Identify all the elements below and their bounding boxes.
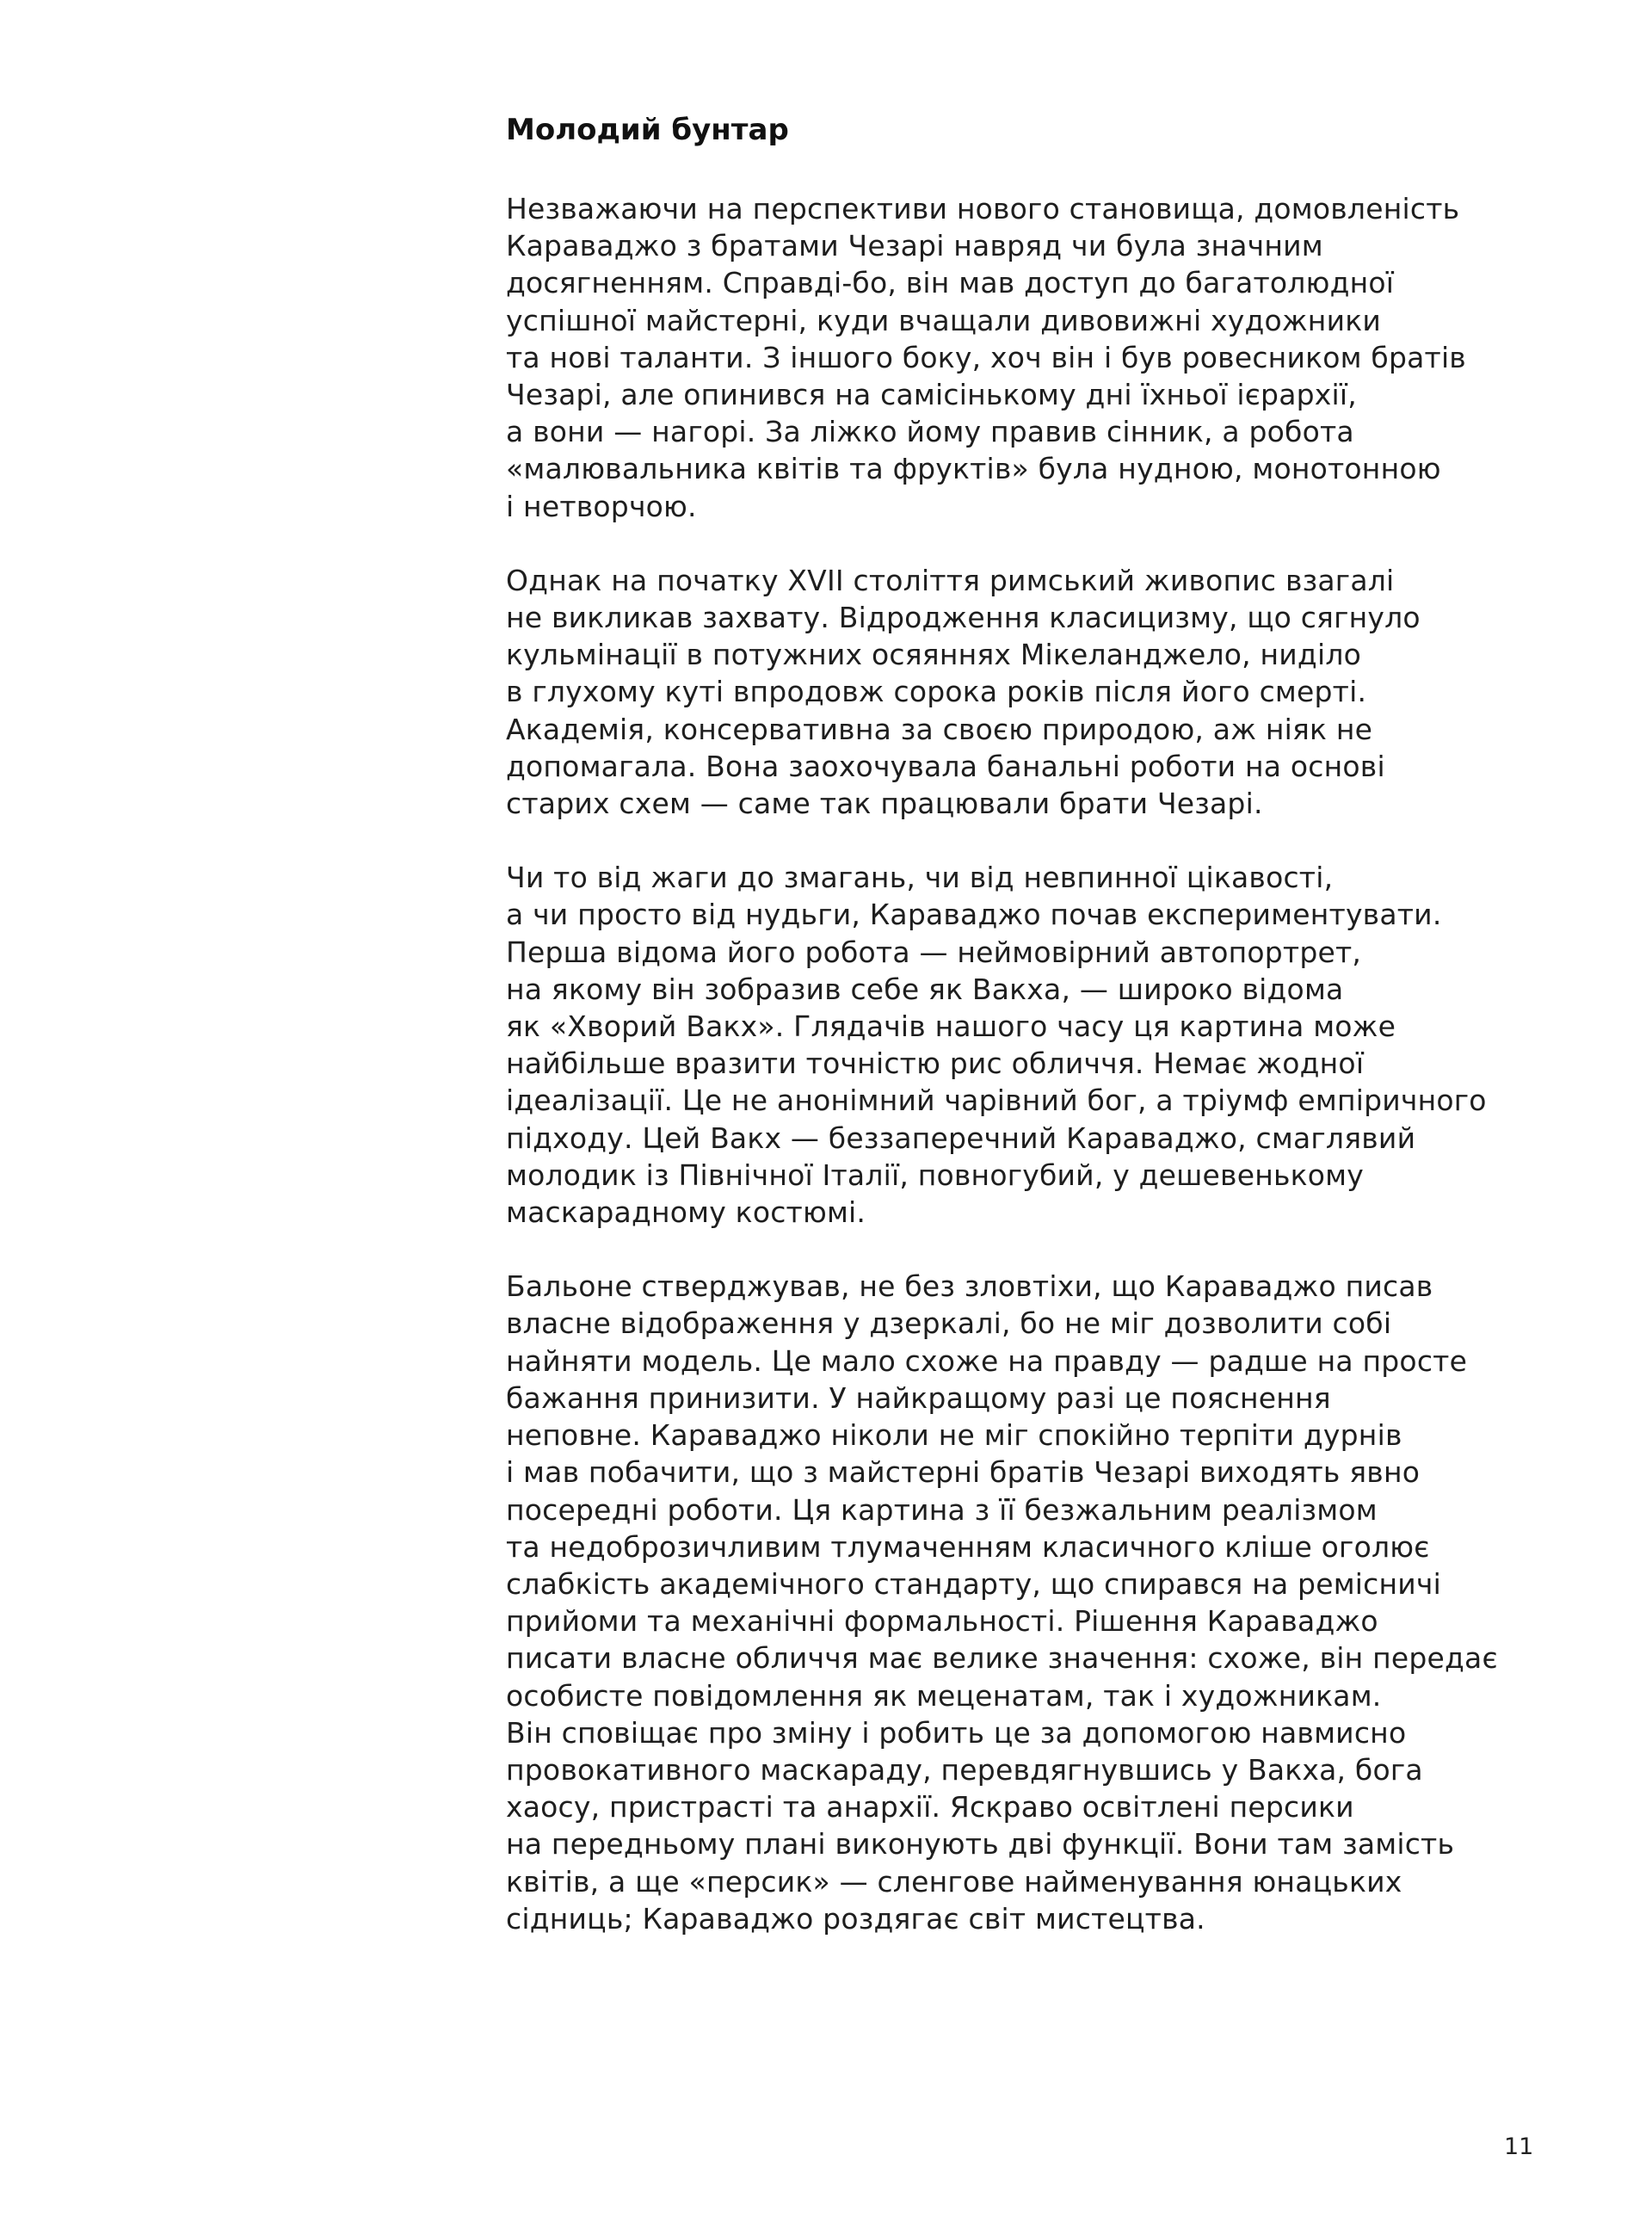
text-line: і мав побачити, що з майстерні братів Чезарі виходять явно: [506, 1455, 1421, 1490]
text-line: особисте повідомлення як меценатам, так і художникам.: [506, 1678, 1382, 1713]
text-line: «малювальника квітів та фруктів» була нудною, монотонною: [506, 452, 1441, 486]
text-line: прийоми та механічні формальності. Рішення Караваджо: [506, 1604, 1378, 1639]
text-line: в глухому куті впродовж сорока років після його смерті.: [506, 675, 1367, 709]
text-line: писати власне обличчя має велике значення: схоже, він передає: [506, 1641, 1498, 1676]
text-line: неповне. Караваджо ніколи не міг спокійно терпіти дурнів: [506, 1418, 1402, 1453]
text-line: сідниць; Караваджо роздягає світ мистецтва.: [506, 1901, 1205, 1936]
text-line: Незважаючи на перспективи нового становища, домовленість: [506, 192, 1460, 225]
text-line: квітів, а ще «персик» — сленгове найменування юнацьких: [506, 1864, 1402, 1899]
text-line: а чи просто від нудьги, Караваджо почав експериментувати.: [506, 898, 1442, 932]
paragraph: [506, 859, 1547, 1231]
text-line: Він сповіщає про зміну і робить це за допомогою навмисно: [506, 1715, 1407, 1750]
text-line: Однак на початку XVII століття римський живопис взагалі: [506, 563, 1395, 597]
paragraph: [506, 190, 1547, 525]
text-line: успішної майстерні, куди вчащали дивовижні художники: [506, 303, 1382, 337]
text-line: бажання принизити. У найкращому разі це пояснення: [506, 1380, 1331, 1415]
text-line: Бальоне стверджував, не без зловтіхи, що Караваджо писав: [506, 1269, 1433, 1304]
text-line: маскарадному костюмі.: [506, 1195, 866, 1230]
text-line: підходу. Цей Вакх — беззаперечний Караваджо, смаглявий: [506, 1121, 1416, 1155]
text-line: посередні роботи. Ця картина з її безжальним реалізмом: [506, 1492, 1378, 1527]
text-line: і нетворчою.: [506, 489, 697, 523]
text-line: на якому він зобразив себе як Вакха, — широко відома: [506, 972, 1344, 1006]
text-line: Чи то від жаги до змагань, чи від невпинної цікавості,: [506, 861, 1334, 895]
text-line: найбільше вразити точністю рис обличчя. Немає жодної: [506, 1047, 1365, 1081]
text-line: та недоброзичливим тлумаченням класичного кліше оголює: [506, 1529, 1430, 1564]
text-line: старих схем — саме так працювали брати Чезарі.: [506, 787, 1263, 821]
text-line: Караваджо з братами Чезарі навряд чи була значним: [506, 229, 1323, 263]
text-line: а вони — нагорі. За ліжко йому правив сінник, а робота: [506, 415, 1354, 449]
text-line: хаосу, пристрасті та анархії. Яскраво освітлені персики: [506, 1790, 1354, 1825]
text-line: найняти модель. Це мало схоже на правду — радше на просте: [506, 1343, 1468, 1378]
text-line: молодик із Північної Італії, повногубий, у дешевенькому: [506, 1158, 1364, 1192]
text-line: на передньому плані виконують дві функції. Вони там замість: [506, 1827, 1455, 1862]
text-line: ідеалізації. Це не анонімний чарівний бог, а тріумф емпіричного: [506, 1084, 1487, 1118]
text-line: провокативного маскараду, перевдягнувшись у Вакха, бога: [506, 1752, 1423, 1787]
text-line: власне відображення у дзеркалі, бо не міг дозволити собі: [506, 1306, 1392, 1341]
section-heading: Молодий бунтар: [506, 113, 789, 147]
body-text: [506, 190, 1547, 1937]
text-line: слабкість академічного стандарту, що спирався на ремісничі: [506, 1566, 1442, 1601]
text-line: Перша відома його робота — неймовірний автопортрет,: [506, 935, 1362, 969]
text-line: не викликав захвату. Відродження класицизму, що сягнуло: [506, 601, 1421, 635]
text-line: Чезарі, але опинився на самісінькому дні їхньої ієрархії,: [506, 378, 1357, 412]
text-line: та нові таланти. З іншого боку, хоч він і був ровесником братів: [506, 340, 1466, 374]
paragraph: [506, 562, 1547, 822]
text-line: допомагала. Вона заохочувала банальні роботи на основі: [506, 749, 1385, 783]
text-column: [506, 107, 1547, 1974]
text-line: Академія, консервативна за своєю природою, аж ніяк не: [506, 712, 1373, 746]
text-line: як «Хворий Вакх». Глядачів нашого часу ця картина може: [506, 1010, 1396, 1044]
text-line: кульмінації в потужних осяяннях Мікеланджело, ниділо: [506, 638, 1362, 672]
page-number: 11: [1504, 2133, 1534, 2160]
text-line: досягненням. Справді-бо, він мав доступ до багатолюдної: [506, 266, 1395, 300]
paragraph: [506, 1268, 1547, 1937]
